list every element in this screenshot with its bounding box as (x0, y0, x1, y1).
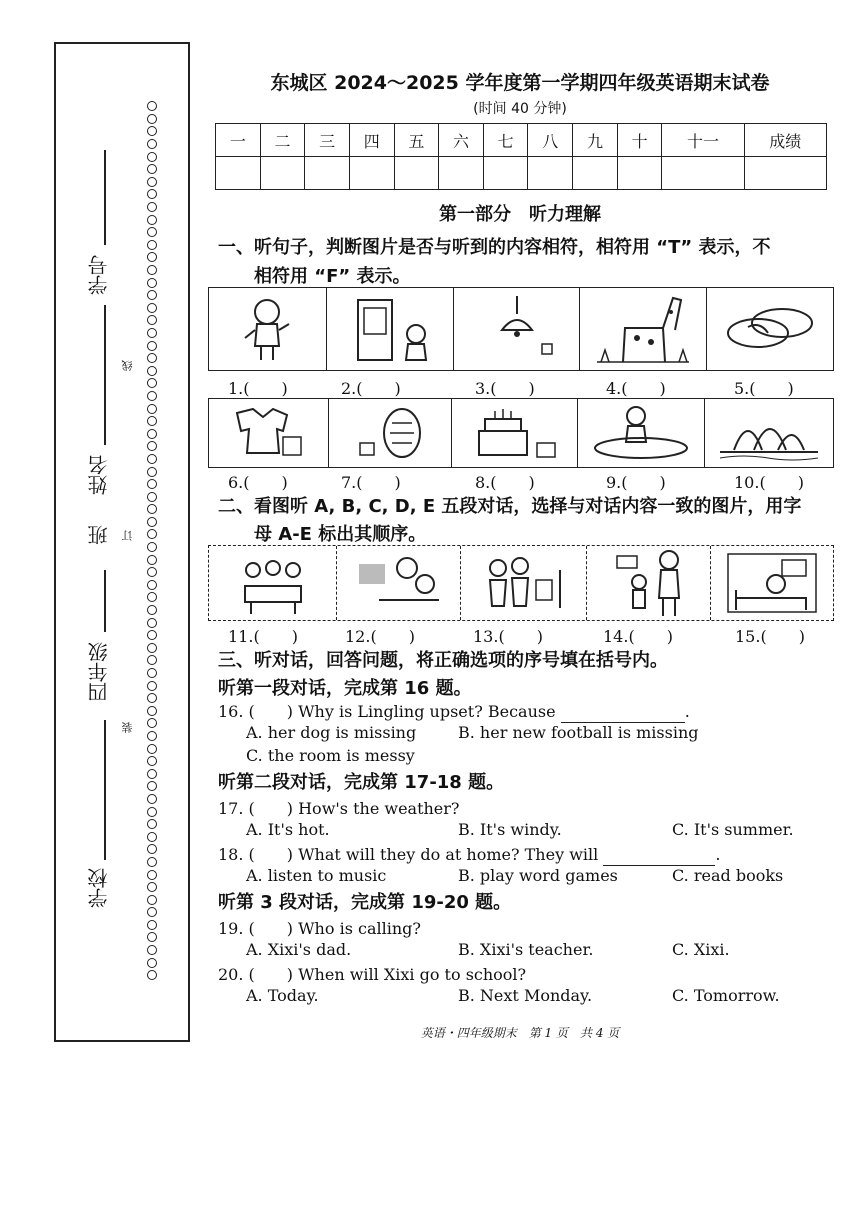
girl-in-boat-icon (578, 399, 706, 467)
order-char: 订 (121, 530, 134, 541)
binding-hole (147, 101, 157, 111)
score-header-cell: 三 (305, 124, 350, 157)
sick-bed-icon (711, 546, 833, 620)
opera-house-icon (705, 399, 833, 467)
question-18-text: 18. ( ) What will they do at home? They will (218, 845, 599, 864)
binding-hole (147, 605, 157, 615)
name-field-line[interactable] (104, 305, 106, 445)
answer-blank-5[interactable]: 5.( ) (734, 379, 794, 398)
option-19b: B. Xixi's teacher. (458, 940, 594, 959)
score-entry-cell[interactable] (439, 157, 484, 190)
answer-blank-12[interactable]: 12.( ) (345, 627, 415, 646)
binding-hole (147, 353, 157, 363)
binding-hole (147, 529, 157, 539)
score-header-cell: 成绩 (744, 124, 826, 157)
binding-hole (147, 517, 157, 527)
tshirt-icon (209, 399, 329, 467)
grade-label: 四年级 (87, 642, 111, 702)
binding-hole (147, 744, 157, 754)
binding-hole (147, 731, 157, 741)
binding-hole (147, 303, 157, 313)
score-entry-cell[interactable] (216, 157, 261, 190)
answer-blank-8[interactable]: 8.( ) (475, 473, 535, 492)
binding-hole (147, 580, 157, 590)
part1-title: 第一部分 听力理解 (439, 204, 601, 225)
binding-circles (143, 100, 161, 982)
binding-sidebar (54, 42, 190, 1042)
score-header-cell: 九 (573, 124, 618, 157)
binding-hole (147, 643, 157, 653)
binding-hole (147, 467, 157, 477)
binding-hole (147, 706, 157, 716)
question-17: 17. ( ) How's the weather? (218, 799, 460, 818)
option-20a: A. Today. (246, 986, 319, 1005)
section1-picture-row1 (208, 287, 834, 371)
score-header-cell: 一 (216, 124, 261, 157)
option-17a: A. It's hot. (246, 820, 330, 839)
binding-hole (147, 265, 157, 275)
binding-hole (147, 290, 157, 300)
binding-hole (147, 870, 157, 880)
giraffe-icon (580, 288, 708, 370)
score-entry-cell[interactable] (617, 157, 662, 190)
answer-blank-4[interactable]: 4.( ) (606, 379, 666, 398)
lamp-icon (454, 288, 580, 370)
page-footer: 英语・四年级期末 第 1 页 共 4 页 (420, 1026, 620, 1040)
binding-hole (147, 341, 157, 351)
binding-hole (147, 718, 157, 728)
binding-hole (147, 328, 157, 338)
option-19a: A. Xixi's dad. (246, 940, 352, 959)
score-entry-cell[interactable] (573, 157, 618, 190)
binding-hole (147, 844, 157, 854)
answer-blank-13[interactable]: 13.( ) (473, 627, 543, 646)
binding-hole (147, 794, 157, 804)
people-talking-icon (337, 546, 461, 620)
binding-hole (147, 454, 157, 464)
score-header-cell: 十 (617, 124, 662, 157)
class-label: 班 (87, 525, 111, 545)
binding-hole (147, 189, 157, 199)
binding-hole (147, 932, 157, 942)
binding-hole (147, 970, 157, 980)
binding-hole (147, 215, 157, 225)
binding-hole (147, 227, 157, 237)
binding-hole (147, 441, 157, 451)
option-16b: B. her new football is missing (458, 723, 699, 742)
binding-hole (147, 681, 157, 691)
name-label: 姓名 (87, 455, 111, 495)
answer-blank-2[interactable]: 2.( ) (341, 379, 401, 398)
exam-title: 东城区 2024～2025 学年度第一学期四年级英语期末试卷 (270, 72, 770, 94)
section3-instruction: 三、听对话，回答问题，将正确选项的序号填在括号内。 (218, 650, 668, 671)
binding-hole (147, 202, 157, 212)
score-header-cell: 十一 (662, 124, 744, 157)
score-header-cell: 五 (394, 124, 439, 157)
section1-instruction-line2: 相符用 “F” 表示。 (254, 266, 411, 287)
binding-hole (147, 618, 157, 628)
parent-child-icon (587, 546, 711, 620)
option-20b: B. Next Monday. (458, 986, 593, 1005)
binding-hole (147, 492, 157, 502)
binding-hole (147, 630, 157, 640)
score-header-cell: 二 (260, 124, 305, 157)
option-16a: A. her dog is missing (246, 723, 417, 742)
option-17c: C. It's summer. (672, 820, 794, 839)
binding-hole (147, 781, 157, 791)
dialog1-instruction: 听第一段对话，完成第 16 题。 (218, 678, 472, 699)
binding-hole (147, 567, 157, 577)
question-18: 18. ( ) What will they do at home? They will . (218, 845, 721, 864)
student-number-field-line[interactable] (104, 150, 106, 245)
cake-icon (452, 399, 578, 467)
slippers-icon (707, 288, 833, 370)
phone-booth-icon (327, 288, 455, 370)
score-header-cell: 六 (439, 124, 484, 157)
boy-icon (209, 288, 327, 370)
binding-hole (147, 378, 157, 388)
line-char: 线 (121, 360, 134, 371)
school-field-line[interactable] (104, 720, 106, 860)
option-18c: C. read books (672, 866, 784, 885)
binding-hole (147, 278, 157, 288)
section1-picture-row2 (208, 398, 834, 468)
binding-hole (147, 807, 157, 817)
binding-hole (147, 945, 157, 955)
binding-hole (147, 479, 157, 489)
answer-blank-1[interactable]: 1.( ) (228, 379, 288, 398)
binding-hole (147, 542, 157, 552)
option-20c: C. Tomorrow. (672, 986, 780, 1005)
binding-hole (147, 114, 157, 124)
answer-blank-11[interactable]: 11.( ) (228, 627, 298, 646)
score-entry-cell[interactable] (260, 157, 305, 190)
question-19: 19. ( ) Who is calling? (218, 919, 421, 938)
binding-hole (147, 668, 157, 678)
section1-answers-row1 (228, 376, 794, 399)
answer-blank-7[interactable]: 7.( ) (341, 473, 401, 492)
school-label: 学校 (87, 868, 111, 908)
question-16: 16. ( ) Why is Lingling upset? Because . (218, 702, 690, 721)
score-entry-cell[interactable] (394, 157, 439, 190)
binding-hole (147, 693, 157, 703)
student-number-label: 学号 (87, 255, 111, 295)
binding-hole (147, 126, 157, 136)
binding-hole (147, 920, 157, 930)
binding-hole (147, 315, 157, 325)
binding-hole (147, 857, 157, 867)
binding-hole (147, 504, 157, 514)
seal-char: 装 (121, 722, 134, 733)
score-entry-cell[interactable] (662, 157, 744, 190)
binding-hole (147, 819, 157, 829)
option-18a: A. listen to music (246, 866, 387, 885)
binding-hole (147, 404, 157, 414)
binding-hole (147, 252, 157, 262)
binding-hole (147, 240, 157, 250)
bread-icon (329, 399, 453, 467)
section2-instruction-line2: 母 A-E 标出其顺序。 (254, 524, 427, 545)
answer-blank-10[interactable]: 10.( ) (734, 473, 804, 492)
binding-hole (147, 177, 157, 187)
binding-hole (147, 907, 157, 917)
binding-hole (147, 139, 157, 149)
binding-hole (147, 756, 157, 766)
binding-hole (147, 592, 157, 602)
question-16-text: 16. ( ) Why is Lingling upset? Because (218, 702, 556, 721)
binding-hole (147, 769, 157, 779)
option-17b: B. It's windy. (458, 820, 562, 839)
score-entry-cell[interactable] (744, 157, 826, 190)
question-20: 20. ( ) When will Xixi go to school? (218, 965, 527, 984)
binding-hole (147, 164, 157, 174)
answer-blank-15[interactable]: 15.( ) (735, 627, 805, 646)
score-header-cell: 七 (483, 124, 528, 157)
score-entry-cell[interactable] (483, 157, 528, 190)
score-entry-cell[interactable] (528, 157, 573, 190)
binding-hole (147, 655, 157, 665)
binding-hole (147, 366, 157, 376)
section1-instruction-line1: 一、听句子，判断图片是否与听到的内容相符，相符用 “T” 表示，不 (218, 237, 771, 258)
exam-duration: (时间 40 分钟) (473, 101, 567, 117)
answer-blank-9[interactable]: 9.( ) (606, 473, 666, 492)
score-header-cell: 四 (349, 124, 394, 157)
binding-hole (147, 895, 157, 905)
section1-answers-row2 (228, 470, 804, 493)
answer-blank-3[interactable]: 3.( ) (475, 379, 535, 398)
score-entry-cell[interactable] (349, 157, 394, 190)
binding-hole (147, 391, 157, 401)
score-table (215, 123, 827, 190)
family-dinner-icon (209, 546, 337, 620)
option-16c: C. the room is messy (246, 746, 415, 765)
section2-answers-row (228, 624, 805, 647)
option-18b: B. play word games (458, 866, 618, 885)
dialog2-instruction: 听第二段对话，完成第 17-18 题。 (218, 772, 505, 793)
binding-hole (147, 958, 157, 968)
section2-instruction-line1: 二、看图听 A, B, C, D, E 五段对话，选择与对话内容一致的图片，用字 (218, 496, 802, 517)
dialog3-instruction: 听第 3 段对话，完成第 19-20 题。 (218, 892, 512, 913)
answer-blank-14[interactable]: 14.( ) (603, 627, 673, 646)
answer-blank-6[interactable]: 6.( ) (228, 473, 288, 492)
binding-hole (147, 152, 157, 162)
score-entry-cell[interactable] (305, 157, 350, 190)
option-19c: C. Xixi. (672, 940, 730, 959)
kids-shopping-icon (461, 546, 587, 620)
binding-hole (147, 429, 157, 439)
class-field-line[interactable] (104, 570, 106, 632)
binding-hole (147, 832, 157, 842)
binding-hole (147, 882, 157, 892)
binding-hole (147, 555, 157, 565)
score-header-cell: 八 (528, 124, 573, 157)
binding-hole (147, 416, 157, 426)
section2-picture-row (208, 545, 834, 621)
